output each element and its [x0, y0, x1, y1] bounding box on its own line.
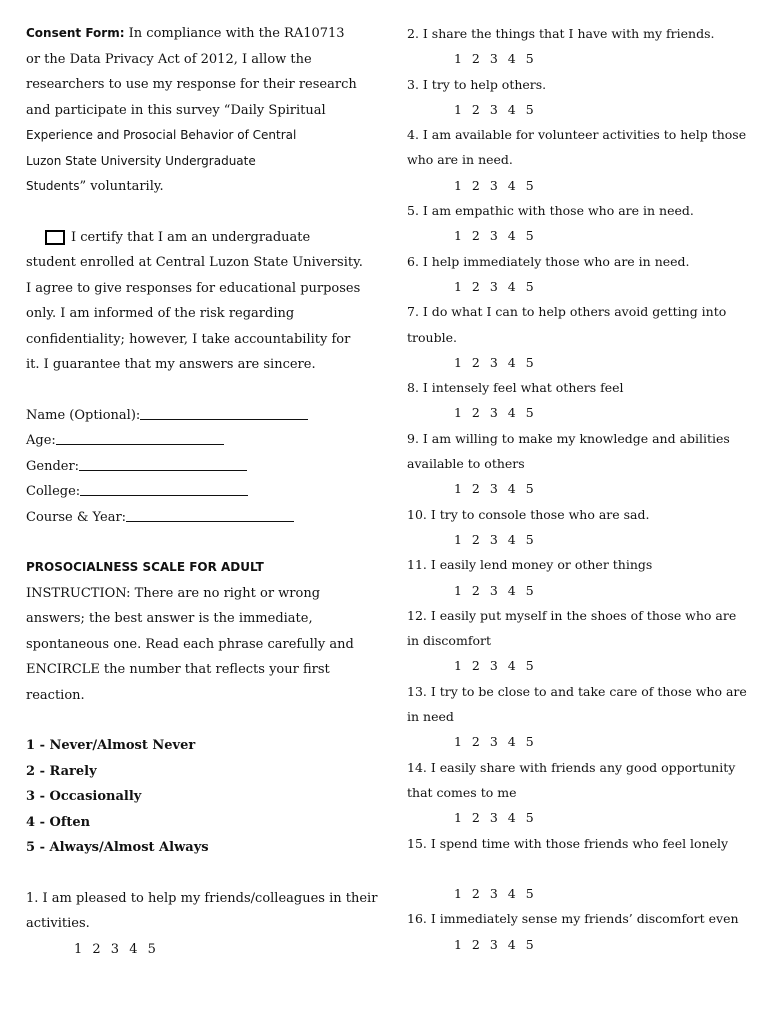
question-item — [407, 426, 747, 502]
gender-input-line[interactable] — [79, 456, 247, 471]
question-text: 1. I am pleased to help my friends/colleagues in their — [26, 890, 378, 906]
rating-options[interactable]: 1 2 3 4 5 — [454, 810, 534, 826]
certify-text: I agree to give responses for educational purposes — [26, 280, 361, 296]
name-input-line[interactable] — [140, 405, 308, 420]
consent-line: or the Data Privacy Act of 2012, I allow the — [26, 51, 312, 67]
respondent-fields — [26, 403, 366, 531]
course-year-input-line[interactable] — [126, 507, 294, 522]
survey-title-line: Luzon State University Undergraduate — [26, 153, 256, 168]
legend-item: 3 - Occasionally — [26, 789, 142, 804]
legend-item: 5 - Always/Almost Always — [26, 840, 209, 855]
age-input-line[interactable] — [56, 430, 224, 445]
legend-item: 4 - Often — [26, 814, 91, 830]
question-text: 9. I am willing to make my knowledge and abilities — [407, 430, 730, 446]
instruction-line: ENCIRCLE the number that reflects your first — [26, 662, 330, 677]
instruction-line: reaction. — [26, 687, 85, 703]
course-year-field: Course & Year: — [26, 505, 366, 531]
consent-line: researchers to use my response for their research — [26, 77, 357, 92]
rating-options[interactable]: 1 2 3 4 5 — [454, 658, 534, 674]
rating-options[interactable]: 1 2 3 4 5 — [454, 734, 534, 750]
rating-options[interactable]: 1 2 3 4 5 — [454, 405, 534, 421]
instruction-line: answers; the best answer is the immediate, — [26, 611, 313, 626]
question-item — [26, 886, 378, 963]
question-item — [407, 906, 747, 957]
rating-options[interactable]: 1 2 3 4 5 — [454, 886, 534, 902]
question-text: in need — [407, 709, 454, 725]
question-text: activities. — [26, 916, 90, 931]
consent-line: Students” voluntarily. — [26, 179, 164, 194]
question-item — [407, 122, 747, 198]
college-field: College: — [26, 479, 366, 505]
question-text: 13. I try to be close to and take care of those who are — [407, 683, 747, 699]
question-item — [407, 603, 747, 679]
rating-options[interactable]: 1 2 3 4 5 — [454, 228, 534, 244]
instruction-line: INSTRUCTION: There are no right or wrong — [26, 585, 321, 601]
question-text: available to others — [407, 456, 525, 472]
certify-text: it. I guarantee that my answers are sincere. — [26, 357, 316, 372]
certify-text: only. I am informed of the risk regarding — [26, 306, 295, 321]
question-text: trouble. — [407, 329, 457, 345]
question-item — [407, 552, 747, 603]
name-field: Name (Optional): — [26, 403, 366, 429]
rating-options[interactable]: 1 2 3 4 5 — [454, 531, 534, 547]
question-text: 4. I am available for volunteer activities to help those — [407, 127, 747, 143]
certify-text: I certify that I am an undergraduate — [71, 229, 311, 245]
question-text: 7. I do what I can to help others avoid getting into — [407, 304, 727, 320]
question-text — [407, 856, 747, 881]
question-item — [407, 21, 747, 72]
certify-text: student enrolled at Central Luzon State University. — [26, 255, 363, 270]
question-text: 15. I spend time with those friends who feel lonely — [407, 835, 729, 851]
age-field: Age: — [26, 428, 366, 454]
legend-item: 2 - Rarely — [26, 763, 97, 779]
question-item — [407, 502, 747, 553]
question-item — [407, 249, 747, 300]
question-item — [407, 755, 747, 831]
question-item — [407, 831, 747, 907]
rating-options[interactable]: 1 2 3 4 5 — [454, 51, 534, 67]
rating-options[interactable]: 1 2 3 4 5 — [454, 936, 534, 952]
left-column — [26, 21, 378, 962]
college-input-line[interactable] — [80, 481, 248, 496]
question-item — [407, 375, 747, 426]
consent-line: and participate in this survey “Daily Spiritual — [26, 102, 326, 118]
question-item — [407, 299, 747, 375]
consent-section — [26, 21, 366, 200]
question-text: 3. I try to help others. — [407, 76, 547, 92]
right-column — [407, 21, 747, 957]
question-text: in discomfort — [407, 633, 491, 649]
rating-options[interactable]: 1 2 3 4 5 — [454, 481, 534, 497]
instruction-line: spontaneous one. Read each phrase carefully and — [26, 636, 354, 652]
question-text: 11. I easily lend money or other things — [407, 557, 653, 573]
certify-section — [26, 225, 366, 378]
question-item — [407, 679, 747, 755]
question-item — [407, 72, 747, 123]
rating-options[interactable]: 1 2 3 4 5 — [454, 354, 534, 370]
scale-section — [26, 555, 366, 861]
scale-title: PROSOCIALNESS SCALE FOR ADULT — [26, 560, 264, 574]
question-text: 10. I try to console those who are sad. — [407, 506, 650, 522]
rating-options[interactable]: 1 2 3 4 5 — [454, 101, 534, 117]
question-text: 2. I share the things that I have with my friends. — [407, 26, 715, 41]
survey-title-line: Experience and Prosocial Behavior of Central — [26, 128, 297, 142]
consent-line: Consent Form: In compliance with the RA10713 — [26, 26, 345, 41]
rating-options[interactable]: 1 2 3 4 5 — [454, 177, 534, 193]
question-text: 16. I immediately sense my friends’ discomfort even — [407, 911, 739, 927]
rating-options[interactable]: 1 2 3 4 5 — [74, 941, 156, 957]
question-text: who are in need. — [407, 152, 513, 168]
consent-label: Consent Form: — [26, 26, 125, 40]
legend-item: 1 - Never/Almost Never — [26, 738, 196, 753]
question-text: 6. I help immediately those who are in need. — [407, 253, 690, 269]
question-text: that comes to me — [407, 784, 517, 800]
certify-checkbox[interactable] — [45, 230, 65, 245]
gender-field: Gender: — [26, 454, 366, 480]
question-text: 12. I easily put myself in the shoes of those who are — [407, 607, 737, 623]
question-item — [407, 198, 747, 249]
rating-options[interactable]: 1 2 3 4 5 — [454, 278, 534, 294]
question-text: 14. I easily share with friends any good opportunity — [407, 759, 736, 775]
question-text: 8. I intensely feel what others feel — [407, 380, 624, 396]
question-text: 5. I am empathic with those who are in need. — [407, 203, 694, 219]
rating-options[interactable]: 1 2 3 4 5 — [454, 582, 534, 598]
certify-text: confidentiality; however, I take accountability for — [26, 331, 351, 347]
